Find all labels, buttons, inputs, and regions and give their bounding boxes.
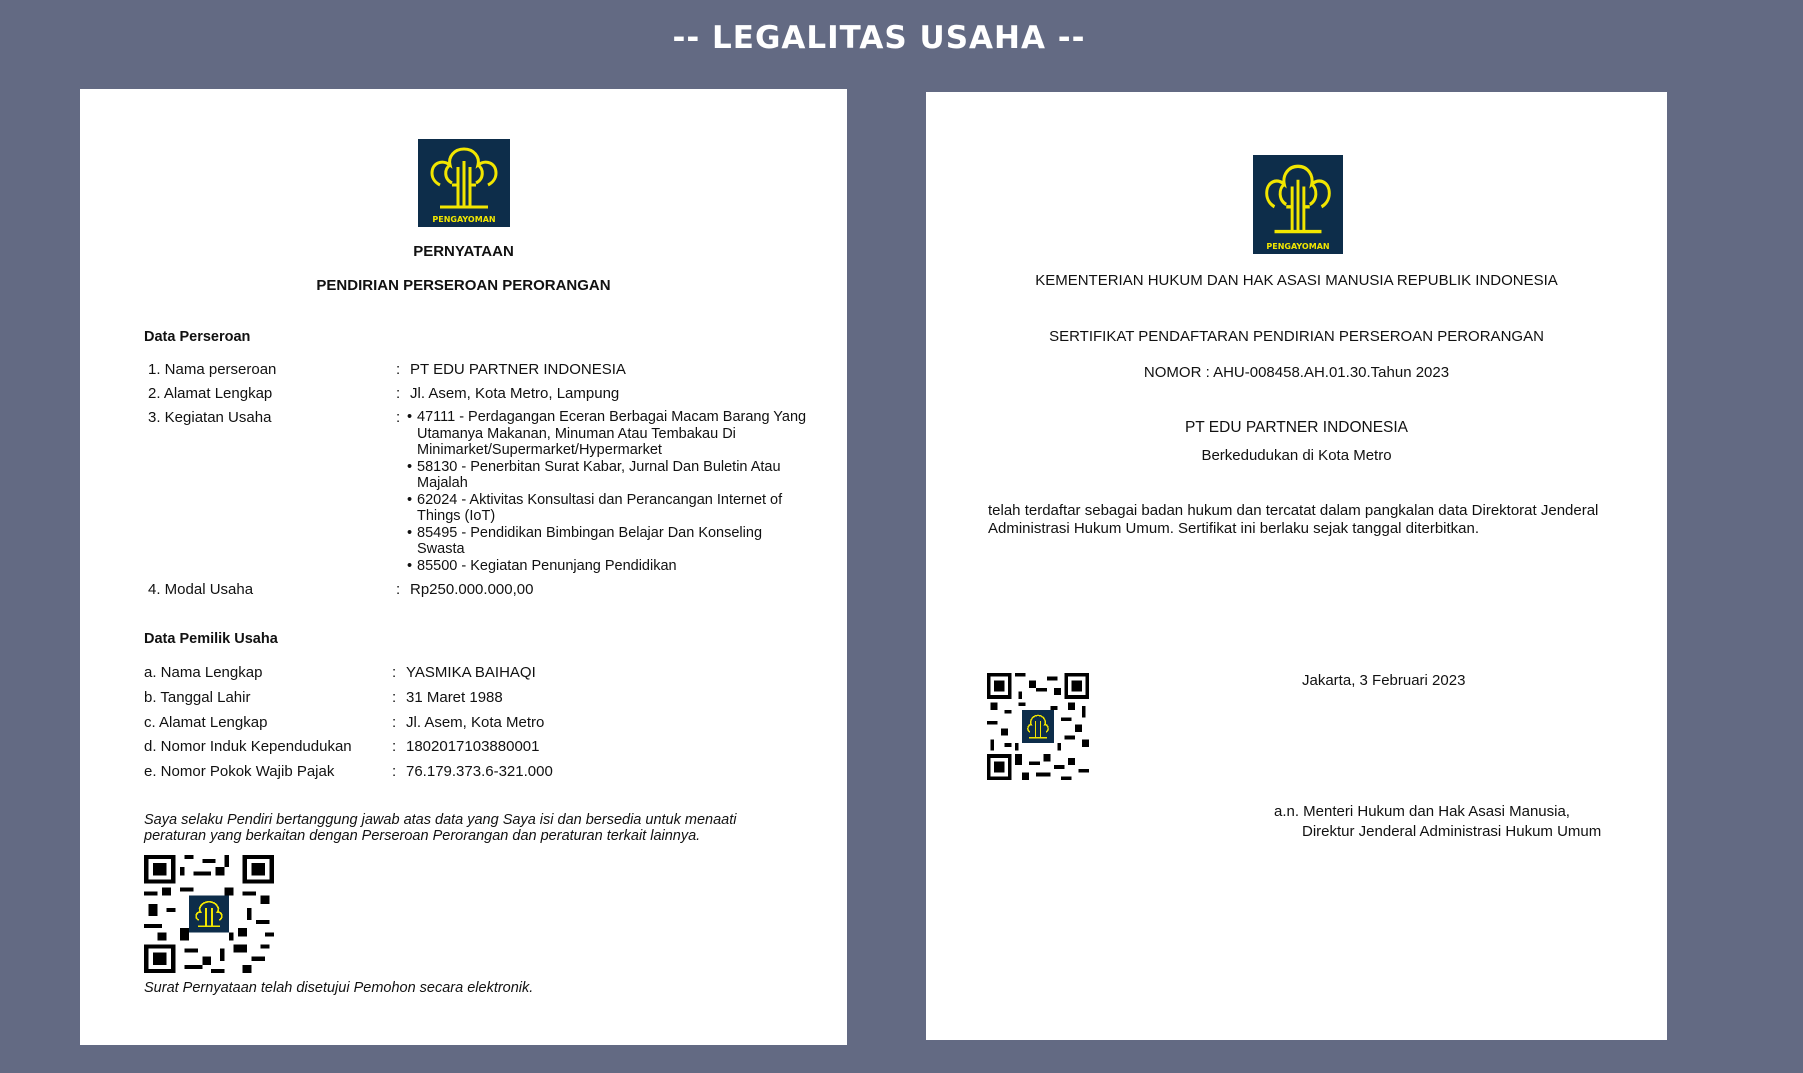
certificate-domicile: Berkedudukan di Kota Metro <box>1201 447 1392 464</box>
owner-label: e. Nomor Pokok Wajib Pajak <box>144 763 335 780</box>
company-name-label: 1. Nama perseroan <box>148 361 277 378</box>
signatory-line: Direktur Jenderal Administrasi Hukum Umum <box>1302 823 1602 840</box>
list-item: • 85495 - Pendidikan Bimbingan Belajar Dan Konseling Swasta <box>407 524 763 557</box>
colon: : <box>396 385 401 402</box>
declaration-line: peraturan yang berkaitan dengan Perseroan Perorangan dan peraturan terkait lainnya. <box>144 828 701 844</box>
pengayoman-emblem <box>1253 155 1343 254</box>
qr-code-icon <box>144 855 274 973</box>
colon: : <box>392 714 397 731</box>
emblem-label: PENGAYOMAN <box>1266 242 1330 251</box>
activities-label: 3. Kegiatan Usaha <box>148 409 272 426</box>
certificate-number: NOMOR : AHU-008458.AH.01.30.Tahun 2023 <box>1143 364 1450 381</box>
emblem-label: PENGAYOMAN <box>432 215 496 224</box>
owner-value: YASMIKA BAIHAQI <box>406 664 536 681</box>
activities-list <box>407 409 807 574</box>
list-item: • 58130 - Penerbitan Surat Kabar, Jurnal Dan Buletin Atau Majalah <box>407 458 781 491</box>
pengayoman-emblem-icon <box>1253 155 1343 254</box>
colon: : <box>392 763 397 780</box>
owner-label: c. Alamat Lengkap <box>144 714 268 731</box>
qr-code <box>987 673 1089 780</box>
list-item: • 62024 - Aktivitas Konsultasi dan Perancangan Internet of Things (IoT) <box>407 491 783 524</box>
certificate-place-date: Jakarta, 3 Februari 2023 <box>1302 672 1466 689</box>
owner-section-title: Data Pemilik Usaha <box>144 631 278 647</box>
approval-text: Surat Pernyataan telah disetujui Pemohon secara elektronik. <box>144 980 534 996</box>
owner-value: 1802017103880001 <box>406 738 540 755</box>
company-section-title: Data Perseroan <box>144 329 251 345</box>
company-address-label: 2. Alamat Lengkap <box>148 385 273 402</box>
owner-value: 76.179.373.6-321.000 <box>406 763 553 780</box>
capital-value: Rp250.000.000,00 <box>410 581 534 598</box>
statement-subheading: PENDIRIAN PERSEROAN PERORANGAN <box>316 277 611 294</box>
colon: : <box>396 581 401 598</box>
declaration-line: Saya selaku Pendiri bertanggung jawab atas data yang Saya isi dan bersedia untuk menaati <box>144 812 737 828</box>
statement-heading: PERNYATAAN <box>413 243 514 260</box>
owner-label: a. Nama Lengkap <box>144 664 263 681</box>
company-name-value: PT EDU PARTNER INDONESIA <box>410 361 626 378</box>
owner-label: b. Tanggal Lahir <box>144 689 251 706</box>
signatory-line: a.n. Menteri Hukum dan Hak Asasi Manusia, <box>1274 803 1570 820</box>
colon: : <box>396 409 401 426</box>
capital-label: 4. Modal Usaha <box>148 581 254 598</box>
company-address-value: Jl. Asem, Kota Metro, Lampung <box>410 385 620 402</box>
owner-value: Jl. Asem, Kota Metro <box>406 714 545 731</box>
pengayoman-emblem-icon <box>418 139 510 227</box>
owner-label: d. Nomor Induk Kependudukan <box>144 738 352 755</box>
owner-value: 31 Maret 1988 <box>406 689 503 706</box>
certificate-document <box>926 92 1667 1040</box>
colon: : <box>392 738 397 755</box>
colon: : <box>396 361 401 378</box>
list-item: • 85500 - Kegiatan Penunjang Pendidikan <box>407 557 677 574</box>
ministry-name: KEMENTERIAN HUKUM DAN HAK ASASI MANUSIA REPUBLIK INDONESIA <box>1035 272 1558 289</box>
colon: : <box>392 689 397 706</box>
certificate-body-line: Administrasi Hukum Umum. Sertifikat ini berlaku sejak tanggal diterbitkan. <box>988 520 1480 537</box>
statement-document <box>80 89 847 1045</box>
list-item: • 47111 - Perdagangan Eceran Berbagai Macam Barang Yang Utamanya Makanan, Minuman Atau Tembakau Di Minimarket/Supermarket/Hypermarket <box>407 409 807 458</box>
certificate-title: SERTIFIKAT PENDAFTARAN PENDIRIAN PERSEROAN PERORANGAN <box>1049 328 1544 345</box>
pengayoman-emblem <box>418 139 510 227</box>
qr-code-icon <box>987 673 1089 780</box>
certificate-body-line: telah terdaftar sebagai badan hukum dan tercatat dalam pangkalan data Direktorat Jenderal <box>988 502 1599 519</box>
colon: : <box>392 664 397 681</box>
certificate-company: PT EDU PARTNER INDONESIA <box>1184 419 1409 436</box>
page-title: -- LEGALITAS USAHA -- <box>672 20 1086 56</box>
qr-code <box>144 855 274 973</box>
